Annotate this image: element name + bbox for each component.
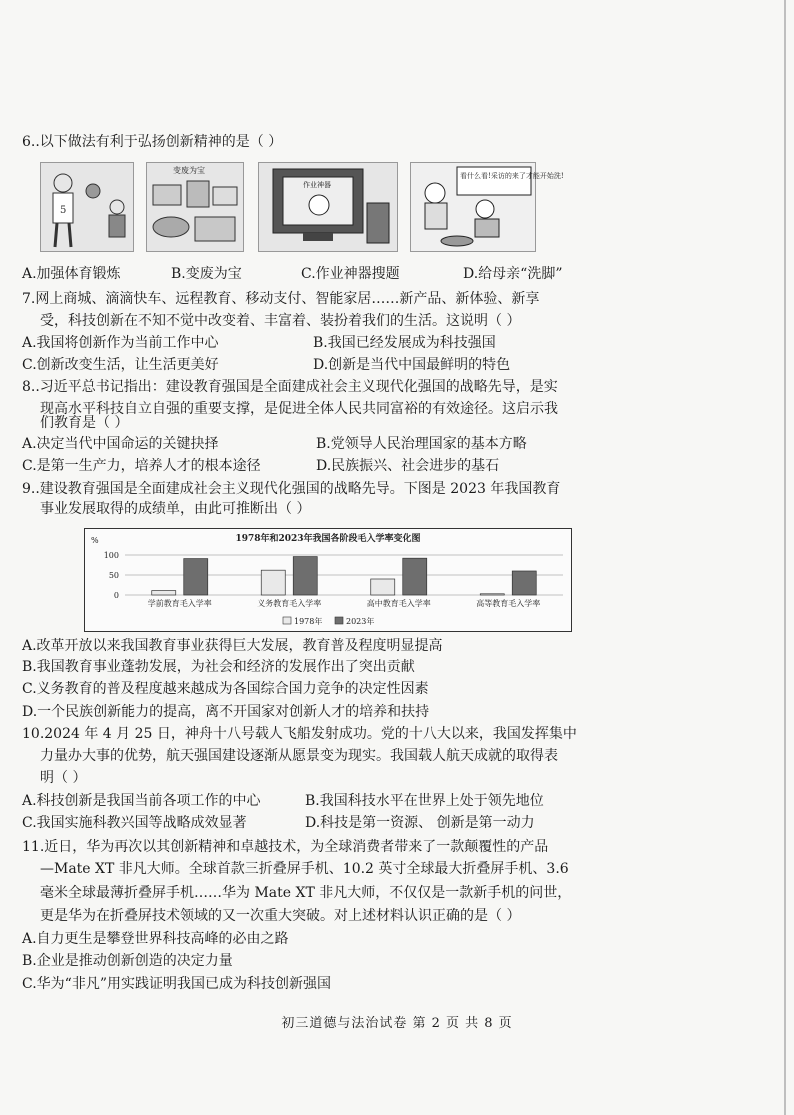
svg-text:5: 5	[60, 205, 67, 216]
q10-option-b: B.我国科技水平在世界上处于领先地位	[305, 793, 544, 809]
q11-stem-line-4: 更是华为在折叠屏技术领域的又一次重大突破。对上述材料认识正确的是（ ）	[40, 908, 521, 924]
q6-option-a: A.加强体育锻炼	[22, 266, 121, 282]
q6-option-b: B.变废为宝	[171, 266, 242, 282]
q7-option-d: D.创新是当代中国最鲜明的特色	[313, 357, 511, 373]
q9-option-a: A.改革开放以来我国教育事业获得巨大发展，教育普及程度明显提高	[22, 638, 443, 654]
q11-stem-line-2: —Mate XT 非凡大师。全球首款三折叠屏手机、10.2 英寸全球最大折叠屏手机、3.6	[40, 861, 569, 877]
q6-image-d-washing-feet	[410, 162, 564, 252]
chart-bar-2023	[293, 557, 317, 595]
chart-legend-label: 1978年	[294, 617, 323, 626]
q8-option-d: D.民族振兴、社会进步的基石	[316, 458, 500, 474]
q10-stem-line-1: 10.2024 年 4 月 25 日，神舟十八号载人飞船发射成功。党的十八大以来，我国发挥集中	[22, 726, 577, 742]
chart-bar-1978	[152, 591, 176, 595]
q10-stem-line-3: 明（ ）	[40, 770, 87, 786]
chart-y-unit: %	[91, 536, 99, 545]
chart-legend-swatch	[283, 617, 291, 624]
page-edge-line	[784, 0, 786, 1115]
chart-title: 1978年和2023年我国各阶段毛入学率变化图	[235, 534, 421, 544]
q8-stem-line-2: 现高水平科技自立自强的重要支撑，是促进全体人民共同富裕的有效途径。这启示我	[40, 401, 558, 417]
q8-option-c: C.是第一生产力，培养人才的根本途径	[22, 458, 261, 474]
q6-img4-label: 看什么看!采访的来了才能开始洗!	[460, 172, 564, 180]
chart-x-category-label: 高中教育毛入学率	[366, 599, 431, 608]
chart-x-category-label: 义务教育毛入学率	[257, 599, 322, 608]
q6-image-c-homework-tool	[258, 162, 398, 252]
q8-option-b: B.党领导人民治理国家的基本方略	[316, 436, 527, 452]
chart-legend-swatch	[335, 617, 343, 624]
q8-stem-line-1: 8..习近平总书记指出：建设教育强国是全面建成社会主义现代化强国的战略先导，是实	[22, 379, 558, 395]
q10-option-c: C.我国实施科教兴国等战略成效显著	[22, 815, 247, 831]
page-footer: 初三道德与法治试卷 第 2 页 共 8 页	[281, 1016, 513, 1031]
q9-bar-chart	[84, 528, 572, 632]
q10-option-a: A.科技创新是我国当前各项工作的中心	[22, 793, 261, 809]
chart-bar-2023	[403, 558, 427, 595]
chart-bar-1978	[261, 570, 285, 595]
chart-legend-label: 2023年	[346, 617, 375, 626]
q11-option-a: A.自力更生是攀登世界科技高峰的必由之路	[22, 931, 289, 947]
chart-y-tick-label: 50	[108, 571, 119, 580]
q9-stem-line-2: 事业发展取得的成绩单，由此可推断出（ ）	[40, 501, 311, 517]
q11-stem-line-1: 11.近日，华为再次以其创新精神和卓越技术，为全球消费者带来了一款颠覆性的产品	[22, 839, 549, 855]
q6-option-d: D.给母亲“洗脚”	[463, 266, 563, 282]
q6-option-c: C.作业神器搜题	[301, 266, 400, 282]
chart-x-category-label: 高等教育毛入学率	[476, 599, 541, 608]
chart-y-tick-label: 0	[113, 591, 119, 600]
q9-chart-svg	[85, 529, 571, 631]
q6-img3-label: 作业神器	[303, 181, 331, 189]
q11-stem-line-3: 毫米全球最薄折叠屏手机……华为 Mate XT 非凡大师，不仅仅是一款新手机的问世，	[40, 885, 572, 901]
chart-bar-2023	[184, 559, 208, 595]
q7-option-c: C.创新改变生活，让生活更美好	[22, 357, 219, 373]
q6-stem: 6..以下做法有利于弘扬创新精神的是（ ）	[22, 134, 283, 150]
q10-option-d: D.科技是第一资源、 创新是第一动力	[305, 815, 535, 831]
chart-bar-2023	[512, 571, 536, 595]
q7-stem-line-1: 7.网上商城、滴滴快车、远程教育、移动支付、智能家居……新产品、新体验、新享	[22, 291, 540, 307]
q11-option-c: C.华为“非凡”用实践证明我国已成为科技创新强国	[22, 976, 331, 992]
q9-option-c: C.义务教育的普及程度越来越成为各国综合国力竞争的决定性因素	[22, 681, 429, 697]
chart-y-tick-label: 100	[103, 551, 119, 560]
q8-option-a: A.决定当代中国命运的关键抉择	[22, 436, 219, 452]
chart-bar-1978	[371, 579, 395, 595]
q6-img2-label: 变废为宝	[173, 166, 205, 175]
q7-option-a: A.我国将创新作为当前工作中心	[22, 335, 219, 351]
q6-image-b-recycling	[146, 162, 244, 252]
q8-stem-line-3: 们教育是（ ）	[40, 415, 129, 431]
q9-option-b: B.我国教育事业蓬勃发展，为社会和经济的发展作出了突出贡献	[22, 659, 415, 675]
q7-stem-line-2: 受，科技创新在不知不觉中改变着、丰富着、装扮着我们的生活。这说明（ ）	[40, 313, 521, 329]
chart-x-category-label: 学前教育毛入学率	[147, 599, 212, 608]
chart-bar-1978	[480, 594, 504, 595]
q6-image-a-sports	[40, 162, 134, 252]
q7-option-b: B.我国已经发展成为科技强国	[313, 335, 496, 351]
q11-option-b: B.企业是推动创新创造的决定力量	[22, 953, 233, 969]
q9-stem-line-1: 9..建设教育强国是全面建成社会主义现代化强国的战略先导。下图是 2023 年我国教育	[22, 481, 561, 497]
q10-stem-line-2: 力量办大事的优势，航天强国建设逐渐从愿景变为现实。我国载人航天成就的取得表	[40, 748, 558, 764]
q9-option-d: D.一个民族创新能力的提高，离不开国家对创新人才的培养和扶持	[22, 704, 430, 720]
